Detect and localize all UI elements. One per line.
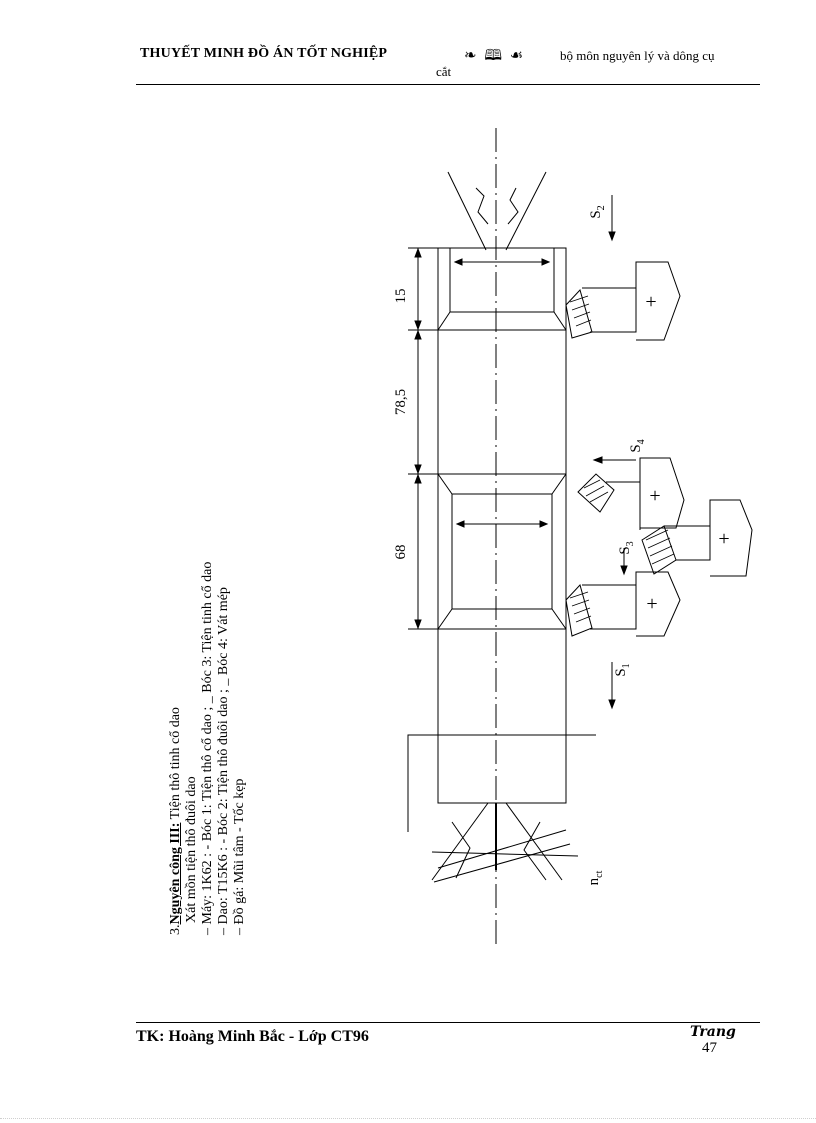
workpiece-outline (438, 248, 566, 803)
middle-groove (438, 474, 566, 629)
tailstock-center (448, 172, 546, 250)
operation-line: – Đồ gá: Mũi tâm - Tốc kẹp (232, 778, 247, 935)
operation-line: Xát mồn tiện thô đuôi dao (184, 776, 199, 923)
operation-number: 3. (168, 924, 183, 935)
feed-label-s1: $S_1$ (613, 663, 632, 677)
feed-label-s2: $S_2$ (588, 205, 607, 219)
ornament-icon: ❧ 🕮 ☙ (464, 48, 526, 64)
cutting-tool-3 (642, 500, 752, 576)
chuck-jaw (408, 735, 596, 832)
operation-line: – Máy: 1K62 : - Bóc 1: Tiện thô cổ dao ; _ Bóc 3: Tiện tinh cổ dao (200, 561, 215, 935)
header-department-wrap: cắt (436, 64, 452, 79)
dimension-lines (408, 248, 438, 629)
page-edge (0, 1118, 816, 1119)
dimension-label-78-5: 78,5 (393, 388, 409, 416)
operation-name: Nguyên công III: (168, 822, 183, 925)
page-label: Trang (690, 1024, 736, 1040)
operation-title-rest: Tiện thô tinh cổ dao (168, 707, 183, 823)
page-number: 47 (702, 1040, 717, 1056)
top-groove (438, 248, 566, 330)
feed-label-s4: $S_4$ (628, 439, 647, 453)
spindle-center (432, 803, 578, 882)
header-department: bộ môn nguyên lý và dông cụ (560, 48, 715, 63)
footer-author: TK: Hoàng Minh Bắc - Lớp CT96 (136, 1028, 369, 1045)
spindle-label: $n_{ct}$ (586, 870, 605, 886)
operation-line: – Dao: T15K6 : - Bóc 2: Tiện thô đuôi dao ; _ Bóc 4: Vát mép (216, 587, 231, 935)
feed-label-s3: $S_3$ (617, 541, 636, 555)
dimension-label-68: 68 (393, 544, 409, 560)
plus-mark: + (645, 291, 657, 313)
plus-mark: + (649, 485, 661, 507)
footer-rule (136, 1022, 760, 1023)
plus-mark: + (718, 528, 730, 550)
cutting-tool-1 (566, 572, 680, 636)
header-title: THUYẾT MINH ĐỒ ÁN TỐT NGHIỆP (140, 46, 388, 61)
dimension-label-15: 15 (393, 288, 409, 304)
cutting-tool-4 (578, 458, 684, 530)
cutting-tool-2 (566, 262, 680, 340)
plus-mark: + (646, 593, 658, 615)
